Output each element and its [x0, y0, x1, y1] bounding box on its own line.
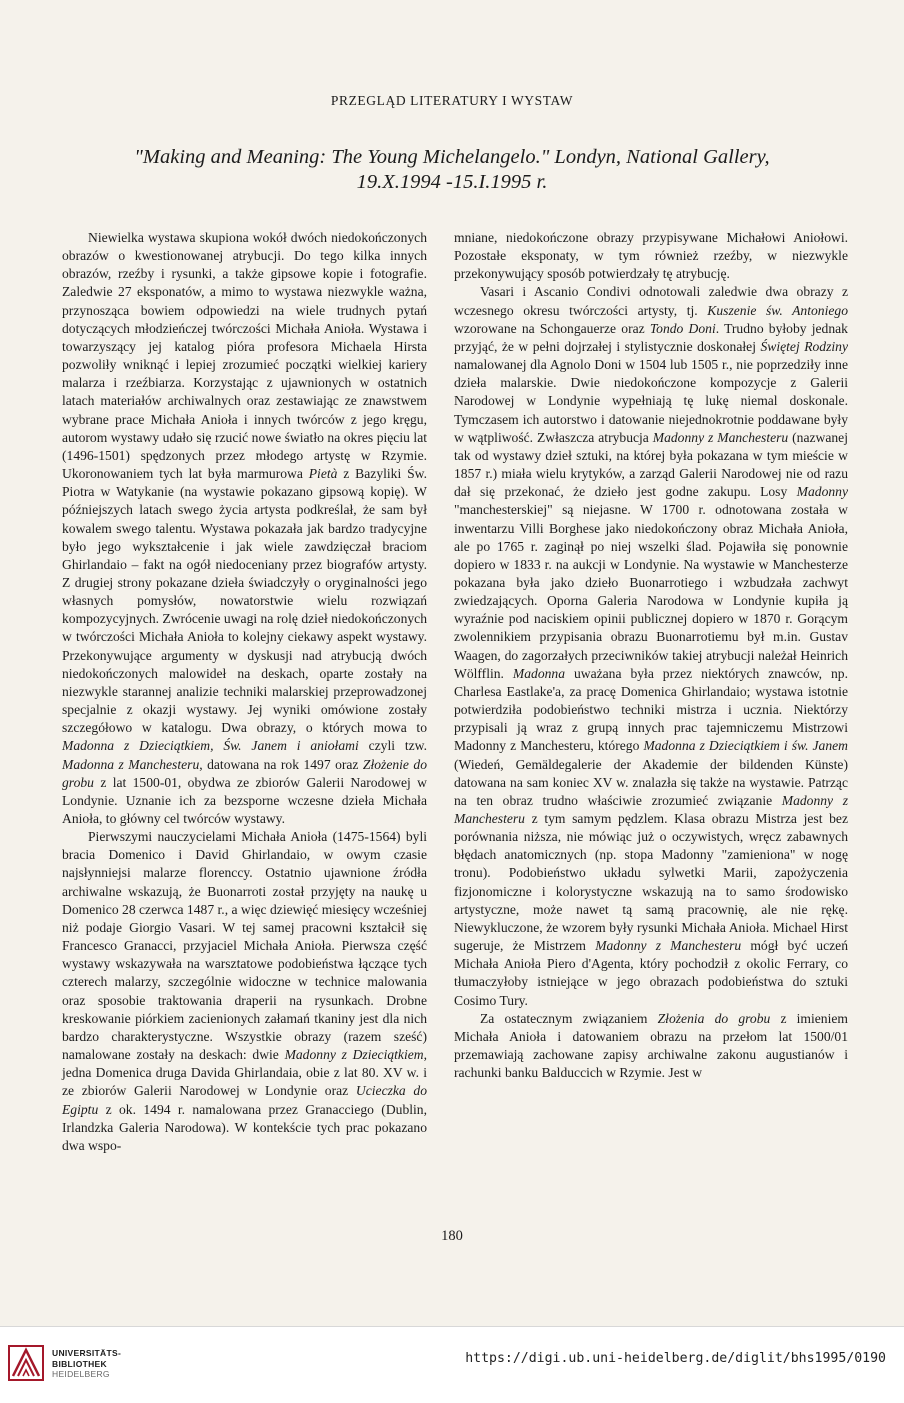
text-run: mniane, niedokończone obrazy przypisywane Michałowi Aniołowi. Pozostałe eksponaty, w tym również rzeźby, w niezwykle przekonywujący sposób potwierdzały tę atrybucję.	[454, 230, 848, 282]
library-name-line: BIBLIOTHEK	[52, 1358, 107, 1369]
text-run: "manchesterskiej" są niejasne. W 1700 r. odnotowana została w inwentarzu Villi Borghese jako niedokończony obraz Michała Anioła, ale po 1765 r. zaginął po niej wszelki ślad. Pojawiła się ponownie dopiero w 1833 r. na aukcji w Londynie. Na wystawie w Manchesterze pokazana była jako dzieło Buonarrotiego i wzbudzała zachwyt zwiedzających. Oporna Galeria Narodowa w Londynie kupiła ją wyraźnie pod naciskiem opinii publicznej dopiero w 1870 r. Gorącym zwolennikiem przypisania obrazu Buonarrotiemu był m.in. Gustav Waagen, do zagorzałych przeciwników takiej atrybucji należał Heinrich Wölfflin.	[454, 502, 848, 681]
italic-title-run: Madonny z Manchesteru	[595, 938, 742, 954]
university-library-logo-icon[interactable]	[8, 1345, 44, 1381]
text-run: z Bazyliki Św. Piotra w Watykanie (na wystawie pokazano gipsową kopię). W późniejszych latach swego życia artysta podkreślał, że sam był kowalem swego talentu. Wystawa pokazała jak bardzo tradycyjne było jego wykształcenie i jak wiele zawdzięczał braciom Ghirlandaio – fakt na ogół niedoceniany przez biografów artysty. Z drugiej strony pokazane dzieła świadczyły o oryginalności jego własnych pomysłów, nowatorstwie wielu rozwiązań kompozycyjnych. Zwrócenie uwagi na rolę dzieł niedokończonych w twórczości Michała Anioła to kolejny ciekawy aspekt wystawy. Przekonywujące argumenty w dyskusji nad atrybucją dwóch niedokończonych malowideł na deskach, oparte zostały na niezwykle starannej analizie techniki malarskiej przeprowadzonej specjalnie z okazji wystawy. Jej wyniki omówione zostały szczegółowo w katalogu. Dwa obrazy, o których mowa to	[62, 466, 428, 736]
italic-title-run: Madonny z Dzieciątkiem	[284, 1047, 424, 1063]
italic-title-run: Świętej Rodziny	[760, 338, 848, 354]
italic-title-run: Pietà	[308, 466, 338, 482]
text-run: uważana była przez niektórych znawców, np. Charlesa Eastlake'a, za pracę Domenica Ghirlandaio; wystawa istotnie potwierdziła podobieństwo techniki mistrza i ucznia. Niektórzy przypisali ją wraz z grupą innych prac tajemniczemu Mistrzowi Madonny z Manchesteru, którego	[454, 665, 849, 754]
italic-title-run: Madonna z Dzieciątkiem i św. Janem	[643, 738, 848, 754]
italic-title-run: Złożenia do grobu	[657, 1010, 771, 1026]
text-run: Vasari i Ascanio Condivi odnotowali zaledwie dwa obrazy z wczesnego okresu twórczości artysty, tj.	[454, 284, 848, 318]
library-name-line: UNIVERSITÄTS-	[52, 1348, 122, 1358]
italic-title-run: Tondo Doni	[649, 320, 716, 336]
right-column	[454, 229, 848, 1082]
text-run: czyli tzw.	[358, 738, 428, 754]
document-url-link[interactable]: https://digi.ub.uni-heidelberg.de/diglit/bhs1995/0190	[465, 1351, 886, 1366]
text-run: Niewielka wystawa skupiona wokół dwóch niedokończonych obrazów o kwestionowanej atrybucji. Do tego kilka innych obrazów, rzeźby i rysunki, a także gipsowe kopie i fotografie. Zaledwie 27 eksponatów, a mimo to wystawa niezwykle ważna, przynosząca bowiem odpowiedzi na wiele trudnych pytań dotyczących młodzieńczej twórczości Michała Anioła. Wystawa i towarzyszący jej katalog pióra profesora Michaela Hirsta pozwoliły wniknąć i lepiej zrozumieć początki wielkiej kariery malarza i rzeźbiarza. Korzystając z ujawnionych w ostatnich latach materiałów archiwalnych oraz zestawiając ze znawstwem wybrane prace Michała Anioła i innych twórców z jego kręgu, autorom wystawy udało się rzucić nowe światło na okres pięciu lat (1496-1501) spędzonych przez młodego artystę w Rzymie. Ukoronowaniem tych lat była marmurowa	[62, 230, 427, 482]
left-column	[62, 229, 427, 1155]
library-name-line: HEIDELBERG	[52, 1369, 110, 1379]
text-run: wzorowane na Schongauerze oraz	[454, 320, 650, 336]
paragraph	[62, 828, 427, 1155]
text-run: z tym samym pędzlem. Klasa obrazu Mistrza jest bez porównania niższa, nie mówiąc już o oczywistych, wręcz zabawnych błędach anatomicznych (np. stopa Madonny "zamieniona" w nogę tronu). Podobieństwo układu sylwetki Marii, zapożyczenia fizjonomiczne i kolorystyczne wskazują na to samo środowisko artystyczne, może nawet tą samą pracownię, ale nie rękę. Niewykluczone, że wzorem były rysunki Michała Anioła. Michael Hirst sugeruje, że Mistrzem	[454, 811, 848, 954]
italic-title-run: Madonny	[796, 484, 848, 500]
page-number: 180	[441, 1228, 463, 1244]
text-run: mógł być uczeń Michała Anioła Piero d'Agenta, który pochodził z okolic Ferrary, co tłumaczyłoby istniejące w jego obrazach podobieństwa do sztuki Cosimo Tury.	[454, 938, 849, 1008]
italic-title-run: Madonna z Dzieciątkiem, Św. Janem i aniołami	[62, 738, 359, 754]
paragraph	[454, 229, 848, 283]
title-line-2: 19.X.1994 -15.I.1995 r.	[356, 171, 548, 193]
paragraph	[454, 1010, 848, 1083]
text-run: Za ostatecznym związaniem	[480, 1010, 658, 1026]
italic-title-run: Madonna	[512, 665, 566, 681]
text-run: (Wiedeń, Gemäldegalerie der Akademie der bildenden Künste) datowana na sam koniec XV w. znalazła się także na wystawie. Patrząc na ten obraz trudno właściwie zrozumieć związanie	[454, 756, 848, 808]
text-run: , jedna Domenica druga Davida Ghirlandaia, obie z lat 80. XV w. i ze zbiorów Galerii Narodowej w Londynie oraz	[62, 1047, 427, 1099]
text-run: . Trudno byłoby jednak przyjąć, że w pełni dojrzałej i stylistycznie doskonałej	[454, 320, 848, 354]
text-run: (nazwanej tak od wystawy dzieł sztuki, na której była pokazana w tym mieście w 1857 r.) miała wielu krytyków, a zarząd Galerii Narodowej nie od razu dał się przekonać, że dzieło jest godne zakupu. Losy	[454, 429, 848, 500]
italic-title-run: Madonny z Manchesteru	[652, 429, 789, 445]
text-run: , datowana na rok 1497 oraz	[199, 756, 363, 772]
viewer-footer	[0, 1326, 904, 1403]
text-run: z imieniem Michała Anioła i datowaniem obrazu na przełom lat 1500/01 przemawiają zachowane zapisy archiwalne zakonu augustianów i rachunki banku Balduccich w Rzymie. Jest w	[454, 1010, 848, 1081]
text-run: z ok. 1494 r. namalowana przez Granacciego (Dublin, Irlandzka Galeria Narodowa). W kontekście tych prac pokazano dwa wspo-	[62, 1101, 427, 1153]
text-run: namalowanej dla Agnolo Doni w 1504 lub 1505 r., nie poprzedziły inne dzieła malarskie. Dwie niedokończone kompozycje z Galerii Narodowej w Londynie wypełniają tę lukę niemal doskonale. Tymczasem ich autorstwo i datowanie niejednokrotnie poddawane były w wątpliwość. Zwłaszcza atrybucja	[454, 357, 848, 445]
running-head: PRZEGLĄD LITERATURY I WYSTAW	[330, 93, 574, 108]
text-run: Pierwszymi nauczycielami Michała Anioła (1475-1564) byli bracia Domenico i David Ghirlandaio, w owym czasie najsłynniejsi malarze florenccy. Ostatnio ujawnione źródła archiwalne wskazują, że Buonarroti został przyjęty na naukę u Domenico 28 czerwca 1487 r., a więc dziewięć miesięcy wcześniej niż podaje Giorgio Vasari. W tej samej pracowni kształcił się Francesco Granacci, przyjaciel Michała Anioła. Pierwsza część wystawy wskazywała na warsztatowe podobieństwa łączące tych czterech malarzy, szczególnie widoczne w technice malowania oraz sposobie traktowania draperii na rysunkach. Drobne kreskowanie piórkiem zacienionych załamań tkaniny jest dla nich bardzo charakterystyczne. Wszystkie obrazy (razem sześć) namalowane zostały na deskach: dwie	[62, 829, 427, 1063]
library-name	[52, 1348, 121, 1380]
italic-title-run: Madonny z Manchesteru	[454, 792, 849, 826]
text-run: z lat 1500-01, obydwa ze zbiorów Galerii Narodowej w Londynie. Uznanie ich za bezsporne wczesne dzieła Michała Anioła, to główny cel twórców wystawy.	[62, 774, 427, 826]
paragraph	[62, 229, 427, 828]
paragraph	[454, 283, 848, 1009]
italic-title-run: Złożenie do grobu	[62, 756, 428, 790]
italic-title-run: Ucieczka do Egiptu	[62, 1083, 428, 1117]
title-line-1: "Making and Meaning: The Young Michelangelo." Londyn, National Gallery,	[134, 146, 770, 168]
italic-title-run: Kuszenie św. Antoniego	[707, 302, 848, 318]
article-title	[60, 145, 844, 195]
italic-title-run: Madonna z Manchesteru	[62, 756, 200, 772]
